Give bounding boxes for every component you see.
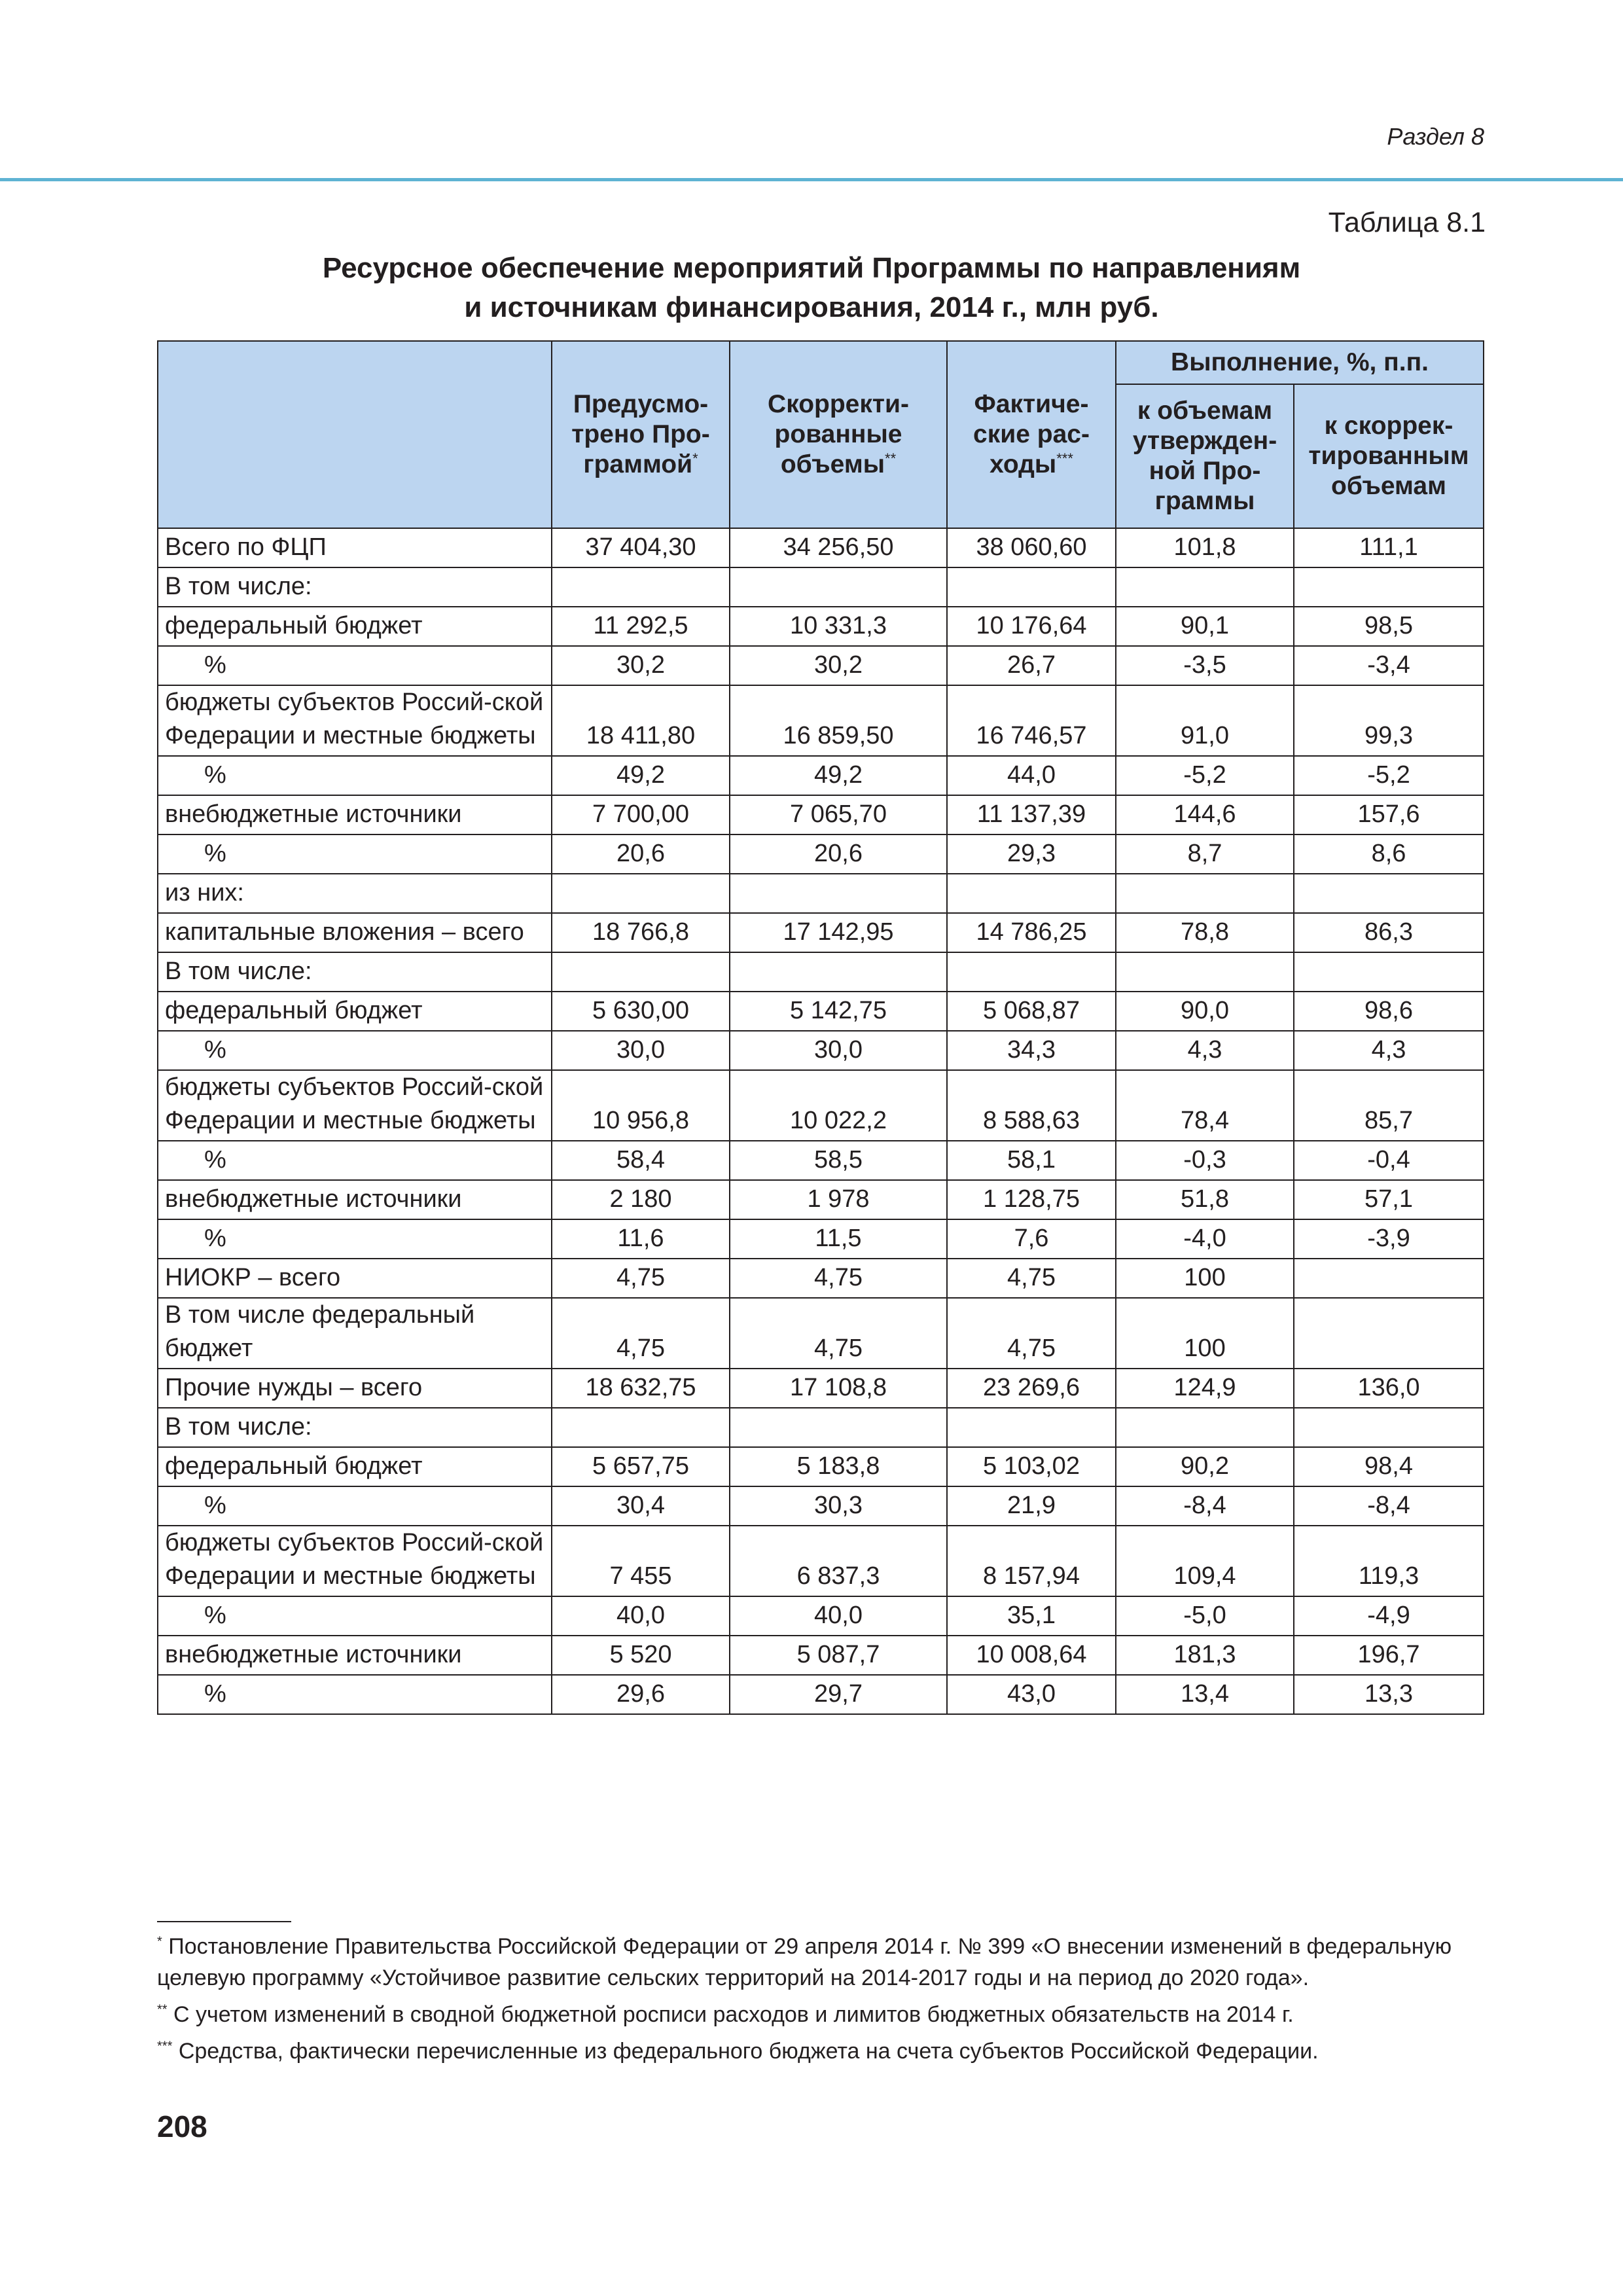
cell-exec-adjusted: 111,1 [1294,528,1484,567]
row-label: % [158,834,552,874]
cell-actual: 38 060,60 [947,528,1116,567]
cell-planned [552,874,730,913]
cell-actual: 7,6 [947,1219,1116,1259]
row-label: % [158,1486,552,1526]
table-row [158,795,1484,834]
cell-exec-adjusted [1294,874,1484,913]
cell-exec-approved: -5,0 [1116,1596,1294,1636]
cell-actual: 4,75 [947,1298,1116,1369]
table-title-line-1: Ресурсное обеспечение мероприятий Программы по направлениям [322,252,1301,284]
cell-planned: 10 956,8 [552,1070,730,1141]
cell-exec-adjusted: -5,2 [1294,756,1484,795]
cell-exec-approved: -4,0 [1116,1219,1294,1259]
cell-adjusted: 20,6 [730,834,947,874]
cell-exec-adjusted: 98,5 [1294,607,1484,646]
cell-exec-approved: 101,8 [1116,528,1294,567]
cell-exec-approved: 181,3 [1116,1636,1294,1675]
row-label: Прочие нужды – всего [158,1369,552,1408]
table-row [158,685,1484,756]
cell-exec-adjusted: -0,4 [1294,1141,1484,1180]
cell-actual: 1 128,75 [947,1180,1116,1219]
row-label: Всего по ФЦП [158,528,552,567]
cell-exec-approved: 13,4 [1116,1675,1294,1714]
table-title [157,249,1466,327]
cell-planned: 30,2 [552,646,730,685]
row-label: В том числе федеральный бюджет [158,1298,552,1369]
cell-adjusted: 4,75 [730,1259,947,1298]
cell-adjusted: 58,5 [730,1141,947,1180]
row-label: НИОКР – всего [158,1259,552,1298]
cell-adjusted: 10 331,3 [730,607,947,646]
row-label: % [158,1596,552,1636]
cell-actual: 23 269,6 [947,1369,1116,1408]
cell-planned: 5 657,75 [552,1447,730,1486]
cell-planned: 4,75 [552,1259,730,1298]
table-row [158,992,1484,1031]
cell-exec-adjusted: 8,6 [1294,834,1484,874]
footnotes [157,1931,1486,2072]
cell-planned: 5 630,00 [552,992,730,1031]
cell-exec-approved: 90,2 [1116,1447,1294,1486]
header-adjusted: Скорректи-рованные объемы** [730,341,947,528]
cell-exec-adjusted [1294,952,1484,992]
cell-adjusted: 40,0 [730,1596,947,1636]
cell-actual: 58,1 [947,1141,1116,1180]
cell-planned: 37 404,30 [552,528,730,567]
cell-planned: 30,4 [552,1486,730,1526]
cell-exec-adjusted: 86,3 [1294,913,1484,952]
table-row [158,646,1484,685]
cell-planned: 4,75 [552,1298,730,1369]
row-label: бюджеты субъектов Россий-ской Федерации и местные бюджеты [158,1526,552,1596]
cell-exec-approved: 109,4 [1116,1526,1294,1596]
header-planned: Предусмо-трено Про-граммой* [552,341,730,528]
table-row [158,874,1484,913]
cell-actual: 34,3 [947,1031,1116,1070]
table-title-line-2: и источникам финансирования, 2014 г., млн руб. [464,291,1159,323]
cell-exec-approved: -8,4 [1116,1486,1294,1526]
row-label: % [158,756,552,795]
row-label: внебюджетные источники [158,795,552,834]
row-label: федеральный бюджет [158,1447,552,1486]
cell-exec-adjusted: 13,3 [1294,1675,1484,1714]
header-rule [0,178,1623,181]
cell-exec-approved: 4,3 [1116,1031,1294,1070]
cell-exec-adjusted [1294,1259,1484,1298]
cell-exec-approved: 90,1 [1116,607,1294,646]
table-row [158,1070,1484,1141]
cell-adjusted: 6 837,3 [730,1526,947,1596]
cell-adjusted: 17 142,95 [730,913,947,952]
footnote-1: * Постановление Правительства Российской Федерации от 29 апреля 2014 г. № 399 «О внесении изменений в федеральную целевую программу «Устойчивое развитие сельских территорий на 2014-2017 годы и на период до 2020 года». [157,1934,1452,1990]
cell-exec-approved [1116,952,1294,992]
cell-actual: 29,3 [947,834,1116,874]
cell-exec-adjusted: 119,3 [1294,1526,1484,1596]
cell-exec-approved: 51,8 [1116,1180,1294,1219]
page-number: 208 [157,2109,207,2144]
cell-exec-adjusted: 98,4 [1294,1447,1484,1486]
table-number: Таблица 8.1 [1328,207,1486,238]
cell-adjusted: 4,75 [730,1298,947,1369]
cell-exec-approved: 100 [1116,1259,1294,1298]
cell-actual: 10 008,64 [947,1636,1116,1675]
cell-actual: 44,0 [947,756,1116,795]
header-exec-adjusted: к скоррек-тированным объемам [1294,384,1484,528]
header-row-1 [158,341,1484,384]
row-label: внебюджетные источники [158,1636,552,1675]
cell-planned: 18 411,80 [552,685,730,756]
table-row [158,1141,1484,1180]
footnote-rule [157,1921,291,1922]
cell-planned: 11,6 [552,1219,730,1259]
row-label: % [158,646,552,685]
cell-adjusted: 16 859,50 [730,685,947,756]
table-row [158,1526,1484,1596]
cell-adjusted [730,567,947,607]
cell-adjusted: 11,5 [730,1219,947,1259]
cell-actual: 8 588,63 [947,1070,1116,1141]
cell-adjusted: 10 022,2 [730,1070,947,1141]
cell-planned: 18 766,8 [552,913,730,952]
cell-planned: 30,0 [552,1031,730,1070]
table-row [158,1408,1484,1447]
row-label: % [158,1031,552,1070]
table-row [158,913,1484,952]
cell-adjusted: 7 065,70 [730,795,947,834]
table-row [158,1259,1484,1298]
table-row [158,1486,1484,1526]
row-label: В том числе: [158,952,552,992]
cell-adjusted: 30,2 [730,646,947,685]
row-label: капитальные вложения – всего [158,913,552,952]
table-row [158,834,1484,874]
table-row [158,1298,1484,1369]
cell-adjusted [730,952,947,992]
cell-adjusted [730,874,947,913]
cell-actual [947,952,1116,992]
cell-adjusted: 30,0 [730,1031,947,1070]
cell-exec-approved: 144,6 [1116,795,1294,834]
row-label: из них: [158,874,552,913]
cell-actual: 8 157,94 [947,1526,1116,1596]
cell-planned: 11 292,5 [552,607,730,646]
cell-planned: 58,4 [552,1141,730,1180]
cell-adjusted: 30,3 [730,1486,947,1526]
cell-actual [947,874,1116,913]
table-row [158,1031,1484,1070]
cell-planned [552,952,730,992]
cell-actual: 43,0 [947,1675,1116,1714]
cell-planned: 20,6 [552,834,730,874]
cell-planned: 40,0 [552,1596,730,1636]
cell-actual: 10 176,64 [947,607,1116,646]
cell-exec-adjusted: -4,9 [1294,1596,1484,1636]
cell-exec-approved: 100 [1116,1298,1294,1369]
cell-planned: 49,2 [552,756,730,795]
cell-actual: 21,9 [947,1486,1116,1526]
cell-planned: 29,6 [552,1675,730,1714]
row-label: внебюджетные источники [158,1180,552,1219]
cell-exec-adjusted: 98,6 [1294,992,1484,1031]
cell-planned: 7 700,00 [552,795,730,834]
table-row [158,567,1484,607]
cell-exec-approved: 78,8 [1116,913,1294,952]
cell-exec-approved: 8,7 [1116,834,1294,874]
cell-planned: 5 520 [552,1636,730,1675]
cell-adjusted: 34 256,50 [730,528,947,567]
header-blank [158,341,552,528]
section-label: Раздел 8 [1387,123,1484,150]
footnote-3: *** Средства, фактически перечисленные из федерального бюджета на счета субъектов Российской Федерации. [157,2039,1319,2064]
cell-actual: 11 137,39 [947,795,1116,834]
cell-adjusted [730,1408,947,1447]
cell-exec-approved: 78,4 [1116,1070,1294,1141]
cell-exec-adjusted: -8,4 [1294,1486,1484,1526]
cell-adjusted: 5 087,7 [730,1636,947,1675]
cell-actual [947,1408,1116,1447]
cell-exec-approved: -3,5 [1116,646,1294,685]
cell-exec-approved: -5,2 [1116,756,1294,795]
cell-exec-approved: -0,3 [1116,1141,1294,1180]
table-row [158,1219,1484,1259]
resource-table [157,340,1484,1715]
table-row [158,607,1484,646]
footnote-2: ** С учетом изменений в сводной бюджетной росписи расходов и лимитов бюджетных обязательств на 2014 г. [157,2002,1294,2027]
table-row [158,528,1484,567]
cell-adjusted: 1 978 [730,1180,947,1219]
cell-adjusted: 49,2 [730,756,947,795]
table-row [158,1447,1484,1486]
table-body [158,528,1484,1714]
header-exec-approved: к объемам утвержден-ной Про-граммы [1116,384,1294,528]
cell-exec-adjusted: 136,0 [1294,1369,1484,1408]
cell-actual: 26,7 [947,646,1116,685]
cell-planned [552,567,730,607]
row-label: В том числе: [158,1408,552,1447]
cell-exec-adjusted [1294,567,1484,607]
cell-exec-adjusted [1294,1298,1484,1369]
cell-adjusted: 17 108,8 [730,1369,947,1408]
cell-exec-approved: 91,0 [1116,685,1294,756]
table-row [158,952,1484,992]
table-row [158,1596,1484,1636]
table-row [158,1180,1484,1219]
cell-exec-adjusted [1294,1408,1484,1447]
header-actual: Фактиче-ские рас-ходы*** [947,341,1116,528]
cell-exec-adjusted: 85,7 [1294,1070,1484,1141]
cell-exec-adjusted: 4,3 [1294,1031,1484,1070]
cell-exec-adjusted: 157,6 [1294,795,1484,834]
cell-actual: 5 103,02 [947,1447,1116,1486]
table-row [158,1369,1484,1408]
row-label: федеральный бюджет [158,992,552,1031]
cell-exec-approved [1116,567,1294,607]
cell-exec-adjusted: -3,4 [1294,646,1484,685]
cell-exec-approved: 124,9 [1116,1369,1294,1408]
header-execution: Выполнение, %, п.п. [1116,341,1484,384]
cell-actual: 14 786,25 [947,913,1116,952]
row-label: бюджеты субъектов Россий-ской Федерации и местные бюджеты [158,685,552,756]
cell-adjusted: 5 183,8 [730,1447,947,1486]
table-row [158,1675,1484,1714]
cell-actual: 35,1 [947,1596,1116,1636]
cell-exec-adjusted: 57,1 [1294,1180,1484,1219]
cell-planned [552,1408,730,1447]
table-row [158,756,1484,795]
row-label: % [158,1219,552,1259]
cell-exec-adjusted: 196,7 [1294,1636,1484,1675]
cell-exec-approved [1116,1408,1294,1447]
row-label: % [158,1141,552,1180]
cell-actual: 5 068,87 [947,992,1116,1031]
cell-exec-approved: 90,0 [1116,992,1294,1031]
cell-exec-adjusted: 99,3 [1294,685,1484,756]
row-label: бюджеты субъектов Россий-ской Федерации и местные бюджеты [158,1070,552,1141]
table-row [158,1636,1484,1675]
row-label: % [158,1675,552,1714]
cell-adjusted: 29,7 [730,1675,947,1714]
cell-planned: 2 180 [552,1180,730,1219]
cell-planned: 18 632,75 [552,1369,730,1408]
cell-actual: 16 746,57 [947,685,1116,756]
cell-exec-approved [1116,874,1294,913]
row-label: В том числе: [158,567,552,607]
cell-actual [947,567,1116,607]
cell-adjusted: 5 142,75 [730,992,947,1031]
cell-planned: 7 455 [552,1526,730,1596]
cell-exec-adjusted: -3,9 [1294,1219,1484,1259]
cell-actual: 4,75 [947,1259,1116,1298]
row-label: федеральный бюджет [158,607,552,646]
